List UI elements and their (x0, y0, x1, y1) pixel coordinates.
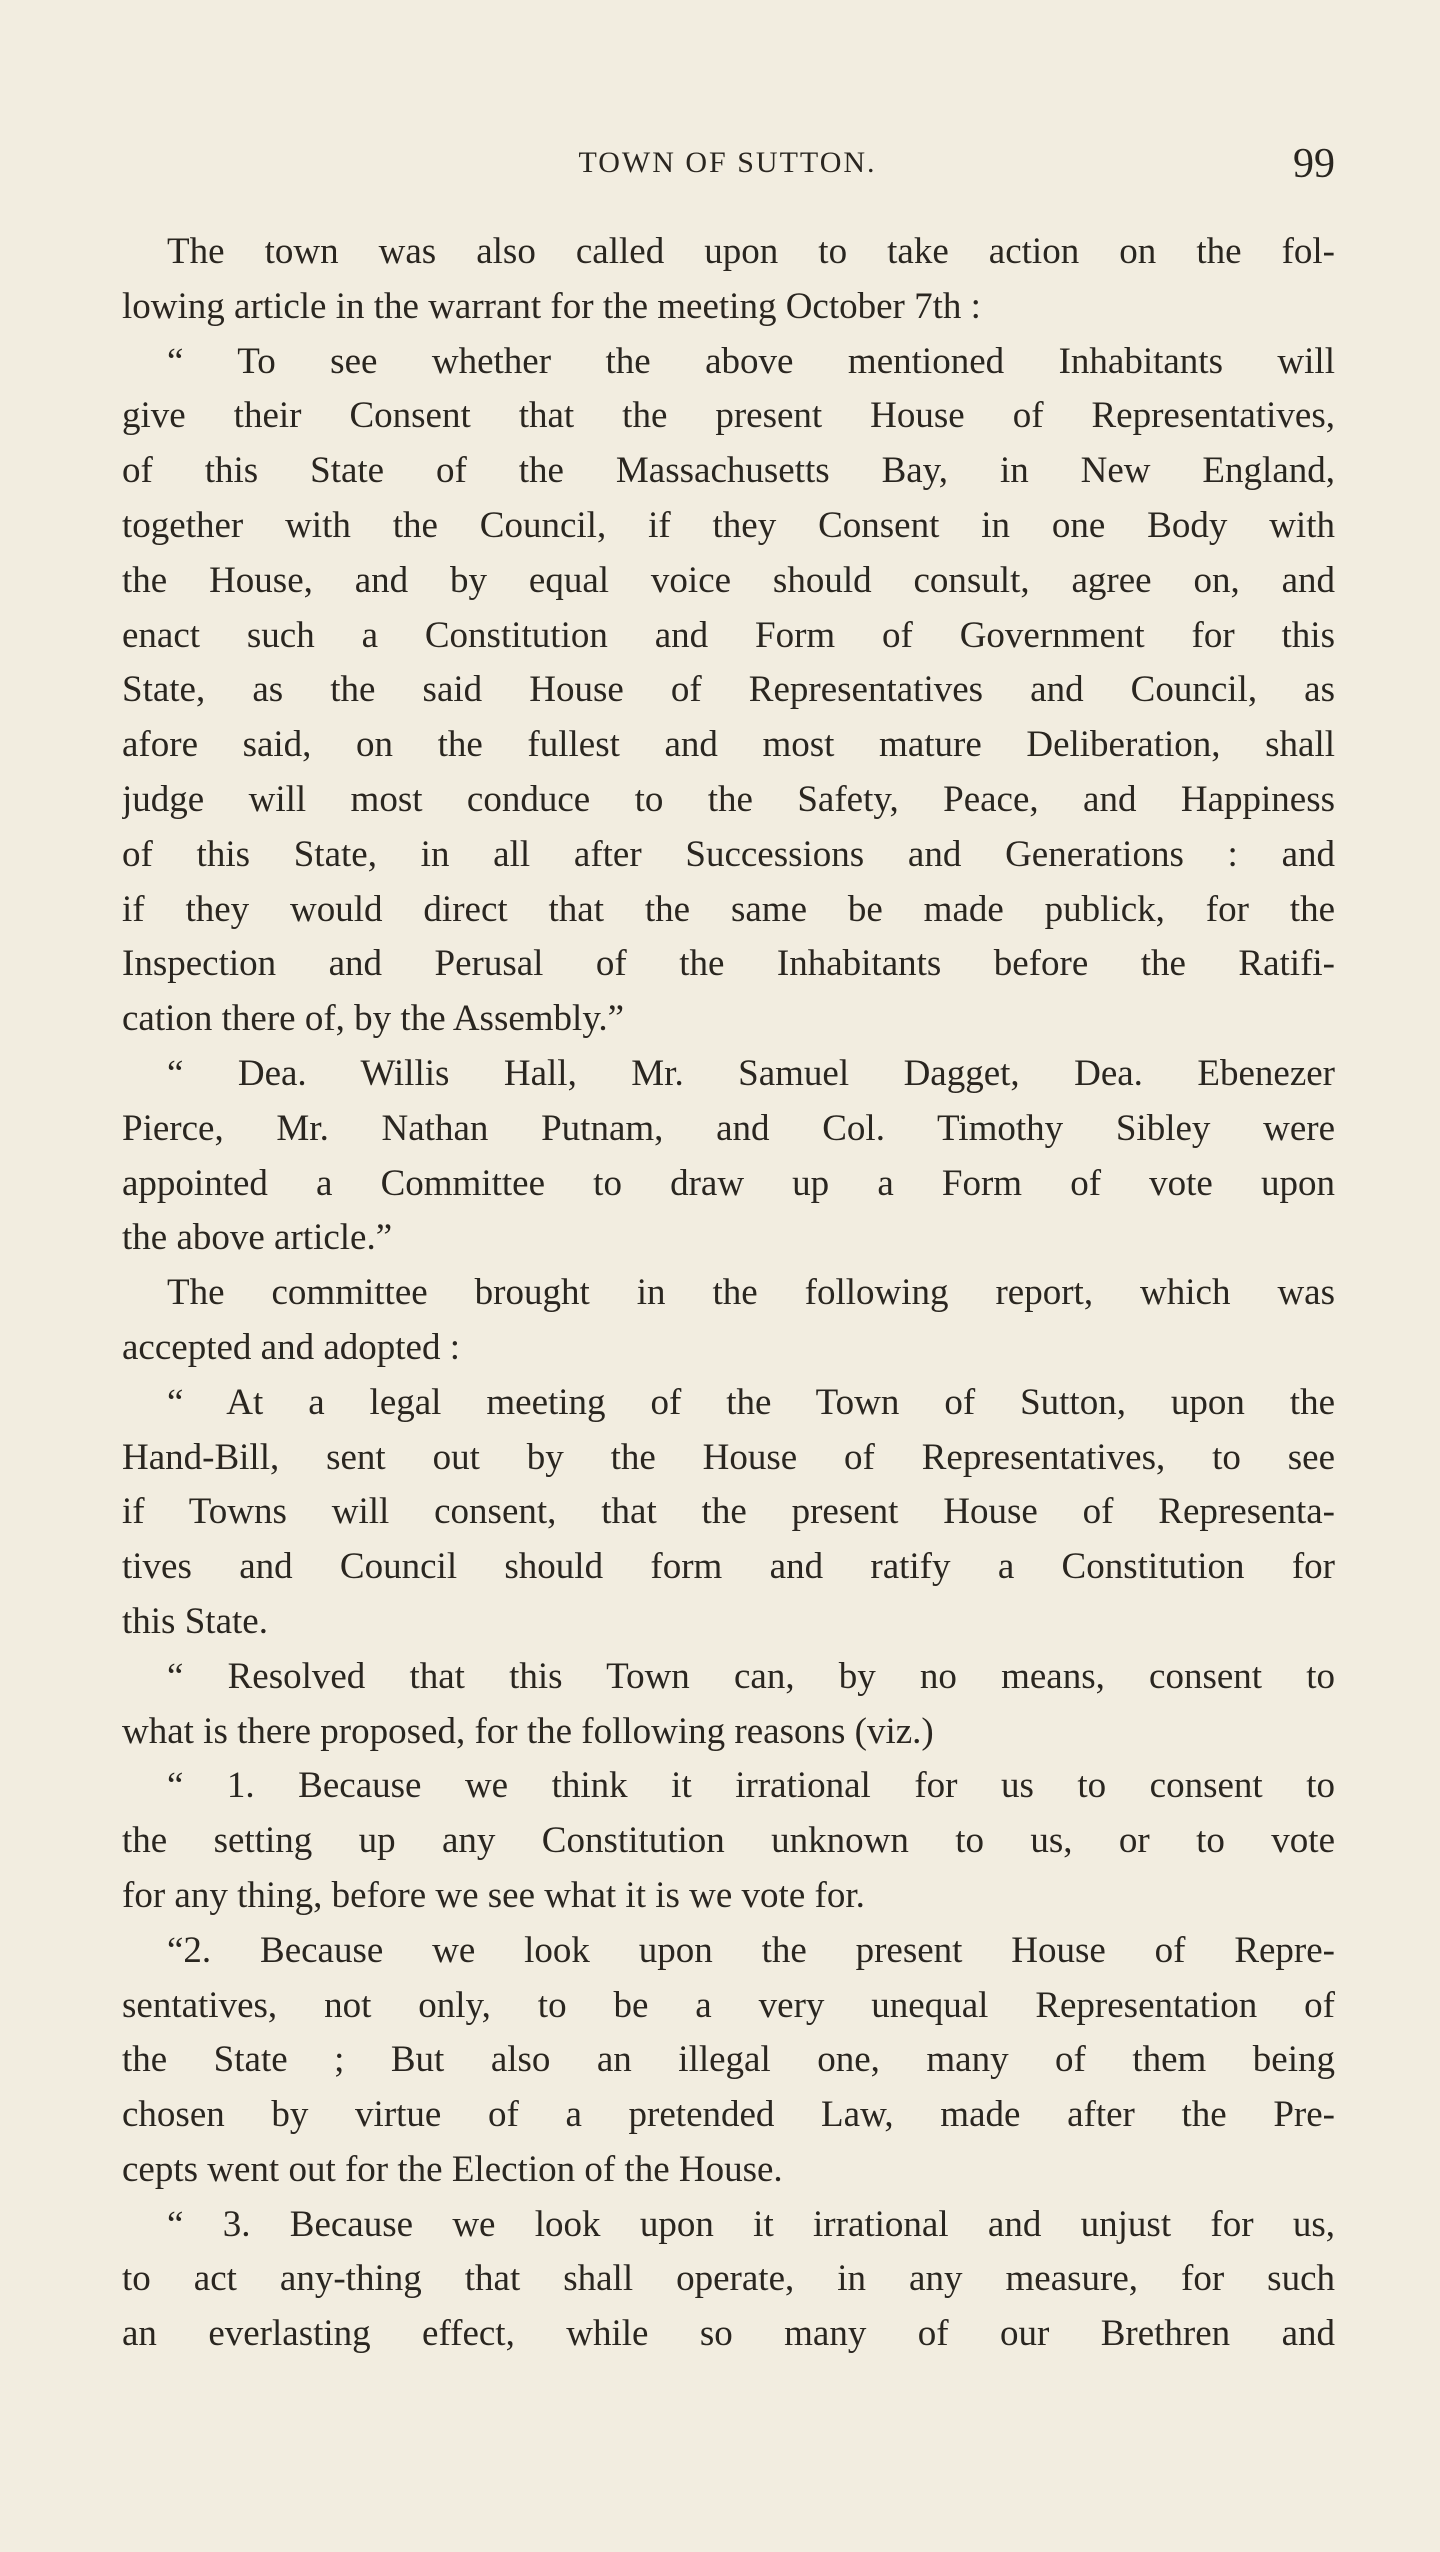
text-line: Inspection and Perusal of the Inhabitants before the Ratifi- (122, 943, 1335, 985)
text-line: State, as the said House of Representatives and Council, as (122, 669, 1335, 711)
text-line: appointed a Committee to draw up a Form of vote upon (122, 1162, 1335, 1204)
text-line: of this State of the Massachusetts Bay, in New England, (122, 450, 1335, 492)
text-line: “ Resolved that this Town can, by no means, consent to (167, 1655, 1335, 1697)
text-line: The committee brought in the following report, which was (167, 1272, 1335, 1314)
text-line: “2. Because we look upon the present House of Repre- (167, 1929, 1335, 1971)
text-line: accepted and adopted : (122, 1326, 460, 1368)
text-line: the House, and by equal voice should consult, agree on, and (122, 559, 1335, 601)
text-line: “ 3. Because we look upon it irrational and unjust for us, (167, 2203, 1335, 2245)
text-line: “ To see whether the above mentioned Inhabitants will (167, 340, 1335, 382)
text-line: “ 1. Because we think it irrational for us to consent to (167, 1765, 1335, 1807)
page-number: 99 (1293, 141, 1335, 187)
text-line: Hand-Bill, sent out by the House of Representatives, to see (122, 1436, 1335, 1478)
text-line: the setting up any Constitution unknown to us, or to vote (122, 1820, 1335, 1862)
text-line: tives and Council should form and ratify a Constitution for (122, 1546, 1335, 1588)
text-line: cepts went out for the Election of the House. (122, 2148, 783, 2190)
text-line: lowing article in the warrant for the meeting October 7th : (122, 285, 981, 327)
text-line: judge will most conduce to the Safety, Peace, and Happiness (122, 778, 1335, 820)
text-line: sentatives, not only, to be a very unequal Representation of (122, 1984, 1335, 2026)
running-head: TOWN OF SUTTON. (578, 146, 877, 179)
text-line: the State ; But also an illegal one, many of them being (122, 2039, 1335, 2081)
text-line: an everlasting effect, while so many of our Brethren and (122, 2313, 1335, 2355)
text-line: together with the Council, if they Consent in one Body with (122, 504, 1335, 546)
text-line: if Towns will consent, that the present House of Representa- (122, 1491, 1335, 1533)
page-header (120, 140, 1335, 200)
text-line: of this State, in all after Successions and Generations : and (122, 833, 1335, 875)
text-line: enact such a Constitution and Form of Government for this (122, 614, 1335, 656)
text-line: “ Dea. Willis Hall, Mr. Samuel Dagget, Dea. Ebenezer (167, 1052, 1335, 1094)
text-line: Pierce, Mr. Nathan Putnam, and Col. Timothy Sibley were (122, 1107, 1335, 1149)
text-line: afore said, on the fullest and most mature Deliberation, shall (122, 724, 1335, 766)
text-line: “ At a legal meeting of the Town of Sutton, upon the (167, 1381, 1335, 1423)
text-line: cation there of, by the Assembly.” (122, 998, 625, 1040)
text-line: if they would direct that the same be made publick, for the (122, 888, 1335, 930)
text-line: chosen by virtue of a pretended Law, made after the Pre- (122, 2094, 1335, 2136)
text-line: the above article.” (122, 1217, 393, 1259)
text-line: what is there proposed, for the following reasons (viz.) (122, 1710, 934, 1752)
text-line: give their Consent that the present House of Representatives, (122, 395, 1335, 437)
text-line: for any thing, before we see what it is we vote for. (122, 1874, 865, 1916)
text-line: to act any-thing that shall operate, in any measure, for such (122, 2258, 1335, 2300)
text-line: The town was also called upon to take action on the fol- (167, 231, 1335, 272)
body-text (122, 225, 1335, 2362)
text-line: this State. (122, 1600, 268, 1642)
